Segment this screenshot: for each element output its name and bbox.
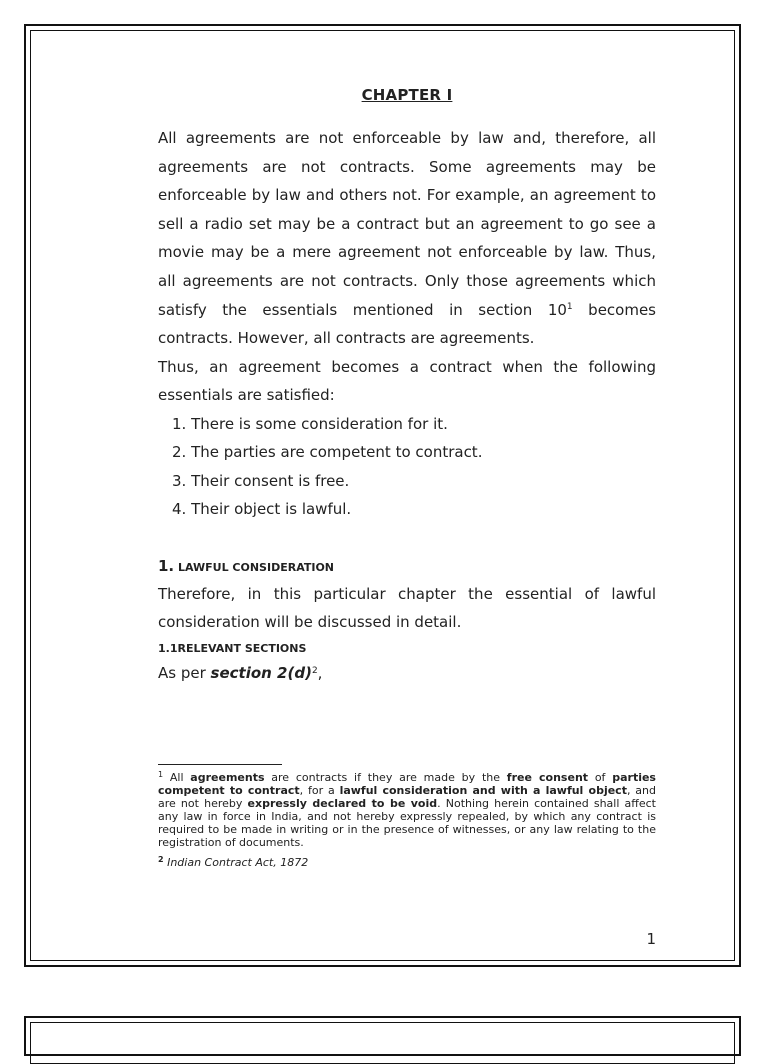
chapter-title: CHAPTER I — [361, 86, 453, 104]
footnote-separator — [158, 764, 282, 765]
footnote-text: of — [588, 771, 613, 784]
list-item: 3. Their consent is free. — [172, 471, 350, 490]
footnote-ref-1[interactable]: 1 — [566, 301, 573, 312]
as-per-suffix: , — [317, 663, 323, 682]
list-item: 2. The parties are competent to contract. — [172, 443, 483, 462]
as-per-line — [158, 661, 656, 685]
footnote-marker-2: 2 — [158, 855, 164, 864]
intro-text-continued: becomes contracts. However, all contracts are agreements. — [158, 300, 657, 348]
section-paragraph: Therefore, in this particular chapter the essential of lawful consideration will be discussed in detail. — [158, 584, 656, 632]
footnote-bold-term: parties competent to contract — [158, 771, 656, 797]
next-page-frame — [24, 1016, 741, 1056]
footnote-text: , and are not hereby — [158, 784, 656, 810]
footnotes — [158, 771, 656, 869]
section-title: LAWFUL CONSIDERATION — [177, 560, 335, 574]
section-heading — [158, 554, 656, 580]
subsection-heading: 1.1RELEVANT SECTIONS — [158, 641, 307, 655]
as-per-prefix: As per — [158, 663, 211, 682]
intro-text: All agreements are not enforceable by law and, therefore, all agreements are not contracts. Some agreements may be enforceable by law and others not. For example, an agreement to sell a radio set may be a contract but an agreement to go see a movie may be a mere agreement not enforceable by law. Thus, all agreements are not contracts. Only those agreements which satisfy the essentials mentioned in section 10 — [158, 129, 656, 319]
footnote-bold-term: agreements — [190, 771, 265, 784]
list-item: 4. Their object is lawful. — [172, 500, 352, 519]
page-number: 1 — [646, 930, 656, 948]
footnote-marker-1: 1 — [158, 770, 164, 779]
footnote-ref-2[interactable]: 2 — [311, 665, 318, 676]
footnote-1 — [158, 771, 656, 849]
essentials-list — [158, 410, 656, 524]
footnote-bold-term: expressly declared to be void — [247, 797, 438, 810]
footnote-text: All — [163, 771, 191, 784]
intro-paragraph — [158, 124, 656, 353]
footnote-text: . Nothing herein contained shall affect any law in force in India, and not hereby expressly repealed, by which any contract is required to be made in writing or in the presence of witnesses, or any law relating to the registration of documents. — [158, 797, 656, 849]
footnote-citation: Indian Contract Act, 1872 — [163, 856, 309, 869]
page-body — [158, 86, 656, 685]
list-item: 1. There is some consideration for it. — [172, 414, 448, 433]
essentials-intro-paragraph: Thus, an agreement becomes a contract when the following essentials are satisfied: — [158, 357, 656, 405]
footnote-bold-term: free consent — [506, 771, 589, 784]
footnote-bold-term: lawful consideration and with a lawful object — [339, 784, 627, 797]
footnote-text: are contracts if they are made by the — [264, 771, 507, 784]
footnote-text: , for a — [299, 784, 340, 797]
footnote-2 — [158, 856, 656, 869]
next-page-frame-inner-border — [30, 1022, 735, 1064]
section-reference: section 2(d) — [210, 663, 312, 682]
section-number: 1. — [158, 556, 175, 575]
